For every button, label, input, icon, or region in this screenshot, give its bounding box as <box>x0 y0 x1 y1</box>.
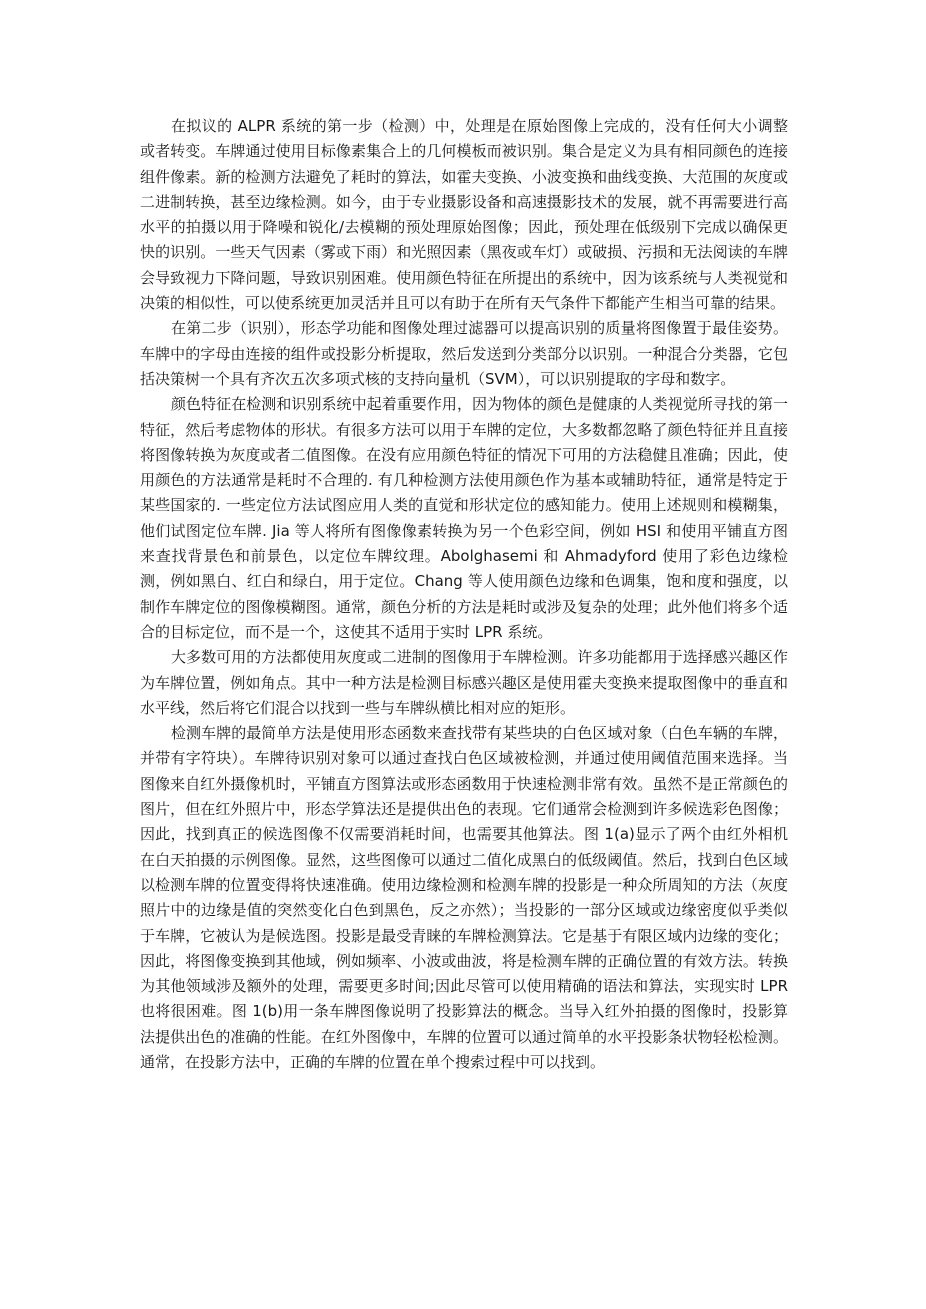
paragraph-recognition-step: 在第二步（识别），形态学功能和图像处理过滤器可以提高识别的质量将图像置于最佳姿势。车牌中的字母由连接的组件或投影分析提取，然后发送到分类部分以识别。一种混合分类器，它包括决策树一个具有齐次五次多项式核的支持向量机（SVM），可以识别提取的字母和数字。 <box>140 319 788 388</box>
paragraph-simplest-method: 检测车牌的最简单方法是使用形态函数来查找带有某些块的白色区域对象（白色车辆的车牌，并带有字符块）。车牌待识别对象可以通过查找白色区域被检测，并通过使用阈值范围来选择。当图像来自红外摄像机时，平铺直方图算法或形态函数用于快速检测非常有效。虽然不是正常颜色的图片，但在红外照片中，形态学算法还是提供出色的表现。它们通常会检测到许多候选彩色图像；因此，找到真正的候选图像不仅需要消耗时间，也需要其他算法。图 1(a)显示了两个由红外相机在白天拍摄的示例图像。显然，这些图像可以通过二值化成黑白的低级阈值。然后，找到白色区域以检测车牌的位置变得将快速准确。使用边缘检测和检测车牌的投影是一种众所周知的方法（灰度照片中的边缘是值的突然变化白色到黑色，反之亦然）；当投影的一部分区域或边缘密度似乎类似于车牌，它被认为是候选图。投影是最受青睐的车牌检测算法。它是基于有限区域内边缘的变化；因此，将图像变换到其他域，例如频率、小波或曲波，将是检测车牌的正确位置的有效方法。转换为其他领域涉及额外的处理，需要更多时间;因此尽管可以使用精确的语法和算法，实现实时 LPR 也将很困难。图 1(b)用一条车牌图像说明了投影算法的概念。当导入红外拍摄的图像时，投影算法提供出色的准确的性能。在红外图像中，车牌的位置可以通过简单的水平投影条状物轻松检测。通常，在投影方法中，正确的车牌的位置在单个搜索过程中可以找到。 <box>140 724 788 1071</box>
body-text <box>140 114 788 1075</box>
paragraph-color-features: 颜色特征在检测和识别系统中起着重要作用，因为物体的颜色是健康的人类视觉所寻找的第一特征，然后考虑物体的形状。有很多方法可以用于车牌的定位，大多数都忽略了颜色特征并且直接将图像转换为灰度或者二值图像。在没有应用颜色特征的情况下可用的方法稳健且准确；因此，使用颜色的方法通常是耗时不合理的. 有几种检测方法使用颜色作为基本或辅助特征，通常是特定于某些国家的. 一些定位方法试图应用人类的直觉和形状定位的感知能力。使用上述规则和模糊集，他们试图定位车牌. Jia 等人将所有图像像素转换为另一个色彩空间，例如 HSI 和使用平铺直方图来查找背景色和前景色，以定位车牌纹理。Abolghasemi 和 Ahmadyford 使用了彩色边缘检测，例如黑白、红白和绿白，用于定位。Chang 等人使用颜色边缘和色调集，饱和度和强度，以制作车牌定位的图像模糊图。通常，颜色分析的方法是耗时或涉及复杂的处理；此外他们将多个适合的目标定位，而不是一个，这使其不适用于实时 LPR 系统。 <box>140 395 788 641</box>
paragraph-grayscale-methods: 大多数可用的方法都使用灰度或二进制的图像用于车牌检测。许多功能都用于选择感兴趣区作为车牌位置，例如角点。其中一种方法是检测目标感兴趣区是使用霍夫变换来提取图像中的垂直和水平线，然后将它们混合以找到一些与车牌纵横比相对应的矩形。 <box>140 648 788 717</box>
paragraph-alpr-detection-step: 在拟议的 ALPR 系统的第一步（检测）中，处理是在原始图像上完成的，没有任何大小调整或者转变。车牌通过使用目标像素集合上的几何模板而被识别。集合是定义为具有相同颜色的连接组件像素。新的检测方法避免了耗时的算法，如霍夫变换、小波变换和曲线变换、大范围的灰度或二进制转换，甚至边缘检测。如今，由于专业摄影设备和高速摄影技术的发展，就不再需要进行高水平的拍摄以用于降噪和锐化/去模糊的预处理原始图像；因此，预处理在低级别下完成以确保更快的识别。一些天气因素（雾或下雨）和光照因素（黑夜或车灯）或破损、污损和无法阅读的车牌会导致视力下降问题，导致识别困难。使用颜色特征在所提出的系统中，因为该系统与人类视觉和决策的相似性，可以使系统更加灵活并且可以有助于在所有天气条件下都能产生相当可靠的结果。 <box>140 117 788 313</box>
